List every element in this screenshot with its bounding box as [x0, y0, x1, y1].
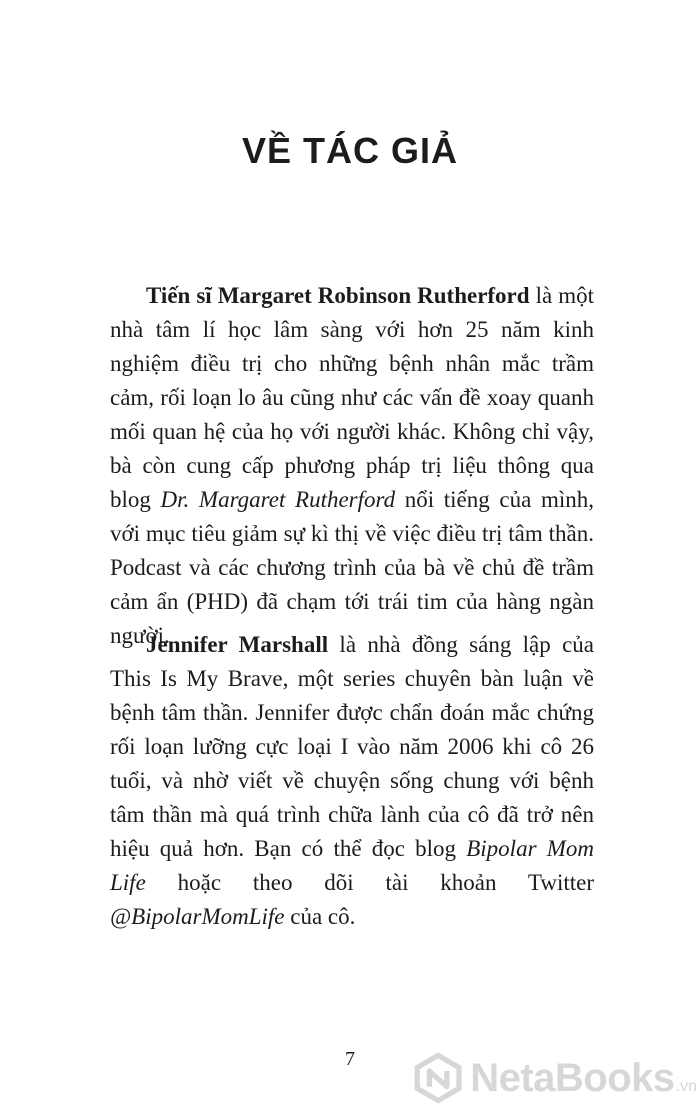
bio-text: nổi tiếng của mình, với mục tiêu giảm sự kì thị về việc điều trị tâm thần. Podcast và các chương trình của bà về chủ đề trầm cảm ẩn (PHD) đã chạm tới trái tim của hàng ngàn người.	[110, 487, 594, 648]
blog-title: Bipolar Mom Life	[110, 836, 594, 895]
watermark-suffix: .vn	[675, 1078, 697, 1095]
twitter-handle: @BipolarMomLife	[110, 904, 285, 929]
watermark	[412, 1048, 697, 1108]
bio-text: là nhà đồng sáng lập của This Is My Brave, một series chuyên bàn luận về bệnh tâm thần. Jennifer được chẩn đoán mắc chứng rối loạn lưỡng cực loại I vào năm 2006 khi cô 26 tuổi, và nhờ viết về chuyện sống chung với bệnh tâm thần mà quá trình chữa lành của cô đã trở nên hiệu quả hơn. Bạn có thể đọc blog	[110, 632, 594, 861]
bio-text: hoặc theo dõi tài khoản Twitter	[145, 870, 594, 895]
author-bio-marshall	[110, 628, 594, 934]
bio-text: là một nhà tâm lí học lâm sàng với hơn 25 năm kinh nghiệm điều trị cho những bệnh nhân mắc trầm cảm, rối loạn lo âu cũng như các vấn đề xoay quanh mối quan hệ của họ với người khác. Không chỉ vậy, bà còn cung cấp phương pháp trị liệu thông qua blog	[110, 283, 594, 512]
page-number: 7	[345, 1048, 355, 1070]
page-title: VỀ TÁC GIẢ	[241, 130, 458, 171]
bio-text: của cô.	[284, 904, 356, 929]
netabooks-logo-icon	[412, 1050, 464, 1106]
author-bio-rutherford	[110, 279, 594, 653]
watermark-text: NetaBooks	[470, 1055, 675, 1100]
author-name: Jennifer Marshall	[146, 632, 329, 657]
author-name: Tiến sĩ Margaret Robinson Rutherford	[146, 283, 530, 308]
blog-title: Dr. Margaret Rutherford	[160, 487, 396, 512]
